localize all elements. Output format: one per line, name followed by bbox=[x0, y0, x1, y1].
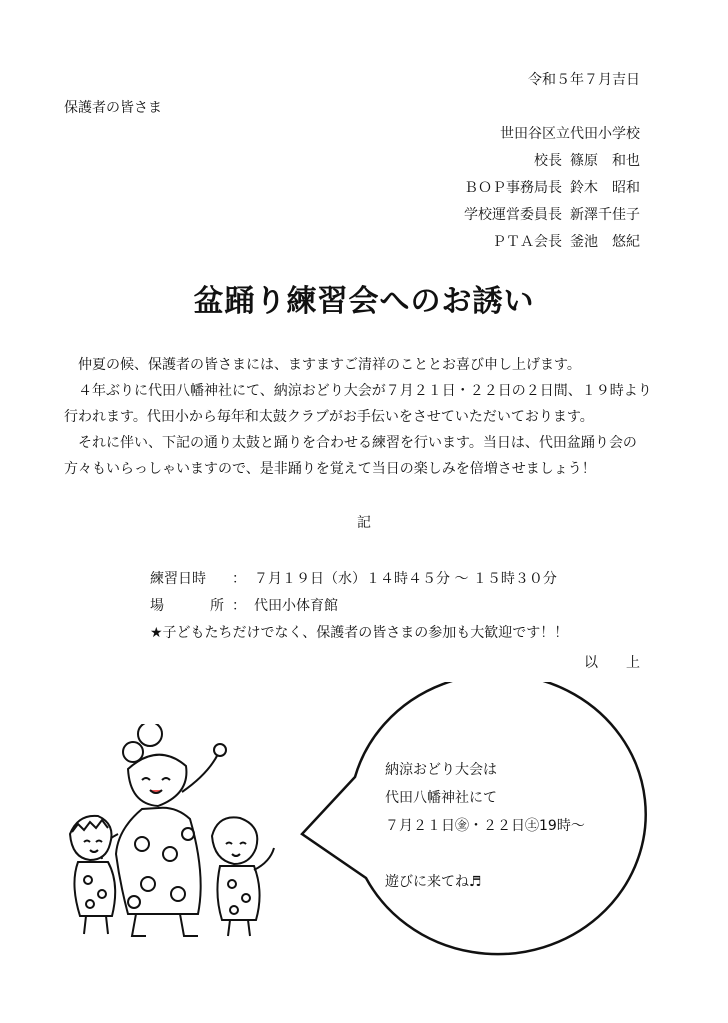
place-label-b: 所 bbox=[210, 598, 224, 614]
sender-surname: 鈴木 bbox=[570, 180, 598, 196]
sender-row bbox=[464, 152, 640, 179]
sender-role: 校長 bbox=[534, 153, 562, 169]
mother-figure bbox=[101, 724, 226, 936]
body-paragraph bbox=[64, 430, 664, 482]
sender-given-name: 悠紀 bbox=[612, 234, 640, 250]
dancing-family-illustration bbox=[58, 724, 288, 944]
school-name bbox=[464, 125, 640, 152]
letter-body bbox=[64, 352, 664, 482]
boy-figure bbox=[70, 816, 115, 934]
salutation: 保護者の皆さま bbox=[64, 100, 162, 116]
sender-row bbox=[464, 233, 640, 260]
sender-name bbox=[562, 179, 640, 206]
ki-heading: 記 bbox=[357, 515, 371, 531]
note-text: ★子どもたちだけでなく、保護者の皆さまの参加も大歓迎です！！ bbox=[150, 625, 569, 641]
bubble-spacer bbox=[385, 840, 585, 868]
bubble-line: ７月２１日㊎・２２日㊏19時～ bbox=[385, 818, 585, 834]
sender-name bbox=[562, 206, 640, 233]
body-paragraph-text: 仲夏の候、保護者の皆さまには、ますますご清祥のこととお喜び申し上げます。 bbox=[78, 357, 581, 373]
sender-surname: 篠原 bbox=[570, 153, 598, 169]
sender-name bbox=[562, 233, 640, 260]
school-name-text: 世田谷区立代田小学校 bbox=[500, 126, 640, 142]
sender-surname: 新澤 bbox=[570, 207, 598, 223]
closing bbox=[584, 652, 640, 672]
body-paragraph-text: ４年ぶりに代田八幡神社にて、納涼おどり大会が７月２１日・２２日の２日間、１９時より行われます。代田小から毎年和太鼓クラブがお手伝いをさせていただいております。 bbox=[64, 383, 652, 425]
speech-bubble-text bbox=[385, 756, 585, 896]
place-row bbox=[150, 597, 568, 624]
letter-date: 令和５年７月吉日 bbox=[528, 72, 640, 88]
document-title: 盆踊り練習会へのお誘い bbox=[193, 284, 535, 319]
sender-given-name: 千佳子 bbox=[598, 207, 640, 223]
datetime-label: 練習日時 bbox=[150, 571, 206, 587]
sender-role: ＢＯＰ事務局長 bbox=[464, 180, 562, 196]
note-row bbox=[150, 624, 568, 651]
place-label-a: 場 bbox=[150, 598, 164, 614]
place-label bbox=[150, 597, 224, 624]
sender-role: ＰＴＡ会長 bbox=[492, 234, 562, 250]
place-value: 代田小体育館 bbox=[254, 598, 338, 614]
bubble-line: 代田八幡神社にて bbox=[385, 790, 497, 806]
girl-figure bbox=[212, 817, 274, 936]
body-paragraph bbox=[64, 352, 664, 378]
closing-b: 上 bbox=[626, 655, 640, 671]
sender-given-name: 和也 bbox=[612, 153, 640, 169]
body-paragraph bbox=[64, 378, 664, 430]
colon: ： bbox=[232, 571, 246, 587]
sender-block bbox=[464, 125, 640, 260]
closing-a: 以 bbox=[584, 655, 598, 671]
body-paragraph-text: それに伴い、下記の通り太鼓と踊りを合わせる練習を行います。当日は、代田盆踊り会の方々もいらっしゃいますので、是非踊りを覚えて当日の楽しみを倍増させましょう！ bbox=[64, 435, 637, 477]
sender-row bbox=[464, 179, 640, 206]
datetime-row bbox=[150, 570, 568, 597]
sender-given-name: 昭和 bbox=[612, 180, 640, 196]
bubble-line: 納涼おどり大会は bbox=[385, 762, 497, 778]
sender-role: 学校運営委員長 bbox=[464, 207, 562, 223]
colon: ： bbox=[232, 598, 246, 614]
datetime-value: ７月１９日（水）１４時４５分 ～ １５時３０分 bbox=[254, 571, 557, 587]
sender-row bbox=[464, 206, 640, 233]
event-details bbox=[150, 570, 568, 651]
bubble-line: 遊びに来てね♬ bbox=[385, 874, 482, 890]
sender-surname: 釜池 bbox=[570, 234, 598, 250]
sender-name bbox=[562, 152, 640, 179]
